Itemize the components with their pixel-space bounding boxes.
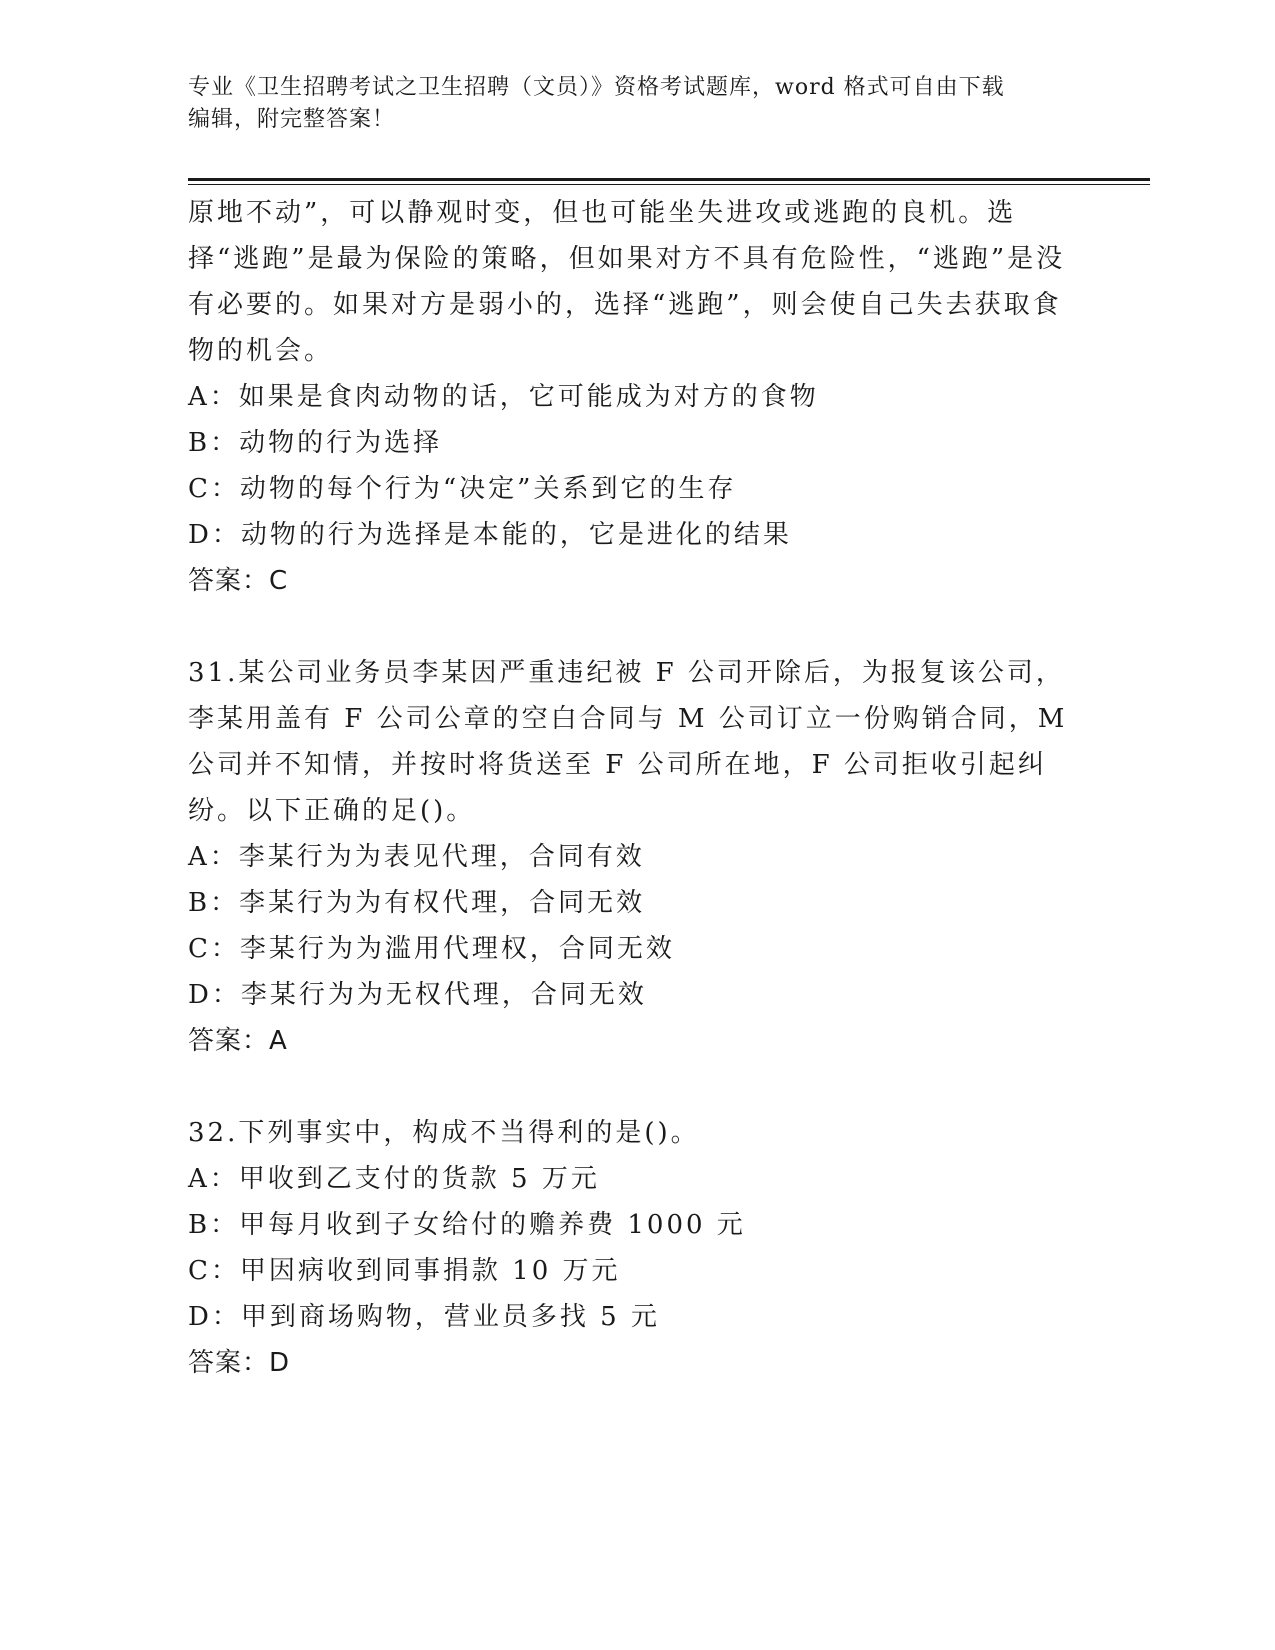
question-31-option-b: B：李某行为为有权代理，合同无效 xyxy=(188,888,646,918)
document-body xyxy=(188,190,1088,1386)
question-30-answer: 答案：C xyxy=(188,566,289,596)
section-spacer xyxy=(188,604,1088,650)
question-30-option-a: A：如果是食肉动物的话，它可能成为对方的食物 xyxy=(188,382,819,412)
header-line-2: 编辑，附完整答案！ xyxy=(188,107,396,132)
question-30-option-d: D：动物的行为选择是本能的，它是进化的结果 xyxy=(188,520,792,550)
question-32-answer: 答案：D xyxy=(188,1348,291,1378)
header-divider-thick xyxy=(188,178,1150,181)
question-32-section xyxy=(188,1110,1088,1386)
question-31-answer: 答案：A xyxy=(188,1026,288,1056)
question-30-option-b: B：动物的行为选择 xyxy=(188,428,443,458)
question-31-stem: 31.某公司业务员李某因严重违纪被 F 公司开除后，为报复该公司，李某用盖有 F 公司公章的空白合同与 M 公司订立一份购销合同，M 公司并不知情，并按时将货送至 F 公司所在地，F 公司拒收引起纠纷。以下正确的足()。 xyxy=(188,658,1068,826)
question-32-option-a: A：甲收到乙支付的货款 5 万元 xyxy=(188,1164,600,1194)
header-divider-thin xyxy=(188,184,1150,185)
question-31-option-a: A：李某行为为表见代理，合同有效 xyxy=(188,842,645,872)
question-30-option-c: C：动物的每个行为“决定”关系到它的生存 xyxy=(188,474,737,504)
question-31-option-c: C：李某行为为滥用代理权，合同无效 xyxy=(188,934,675,964)
question-32-stem: 32.下列事实中，构成不当得利的是()。 xyxy=(188,1118,700,1148)
question-30-continuation: 原地不动”，可以静观时变，但也可能坐失进攻或逃跑的良机。选择“逃跑”是最为保险的策略，但如果对方不具有危险性，“逃跑”是没有必要的。如果对方是弱小的，选择“逃跑”，则会使自己失去获取食物的机会。 xyxy=(188,198,1066,366)
question-31-option-d: D：李某行为为无权代理，合同无效 xyxy=(188,980,647,1010)
header-line-1: 专业《卫生招聘考试之卫生招聘（文员）》资格考试题库，word 格式可自由下载 xyxy=(188,75,1005,100)
document-header xyxy=(188,72,1088,136)
question-31-section xyxy=(188,650,1088,1064)
question-32-option-b: B：甲每月收到子女给付的赡养费 1000 元 xyxy=(188,1210,746,1240)
question-32-option-c: C：甲因病收到同事捐款 10 万元 xyxy=(188,1256,621,1286)
question-32-option-d: D：甲到商场购物，营业员多找 5 元 xyxy=(188,1302,660,1332)
question-30-section xyxy=(188,190,1088,604)
section-spacer xyxy=(188,1064,1088,1110)
